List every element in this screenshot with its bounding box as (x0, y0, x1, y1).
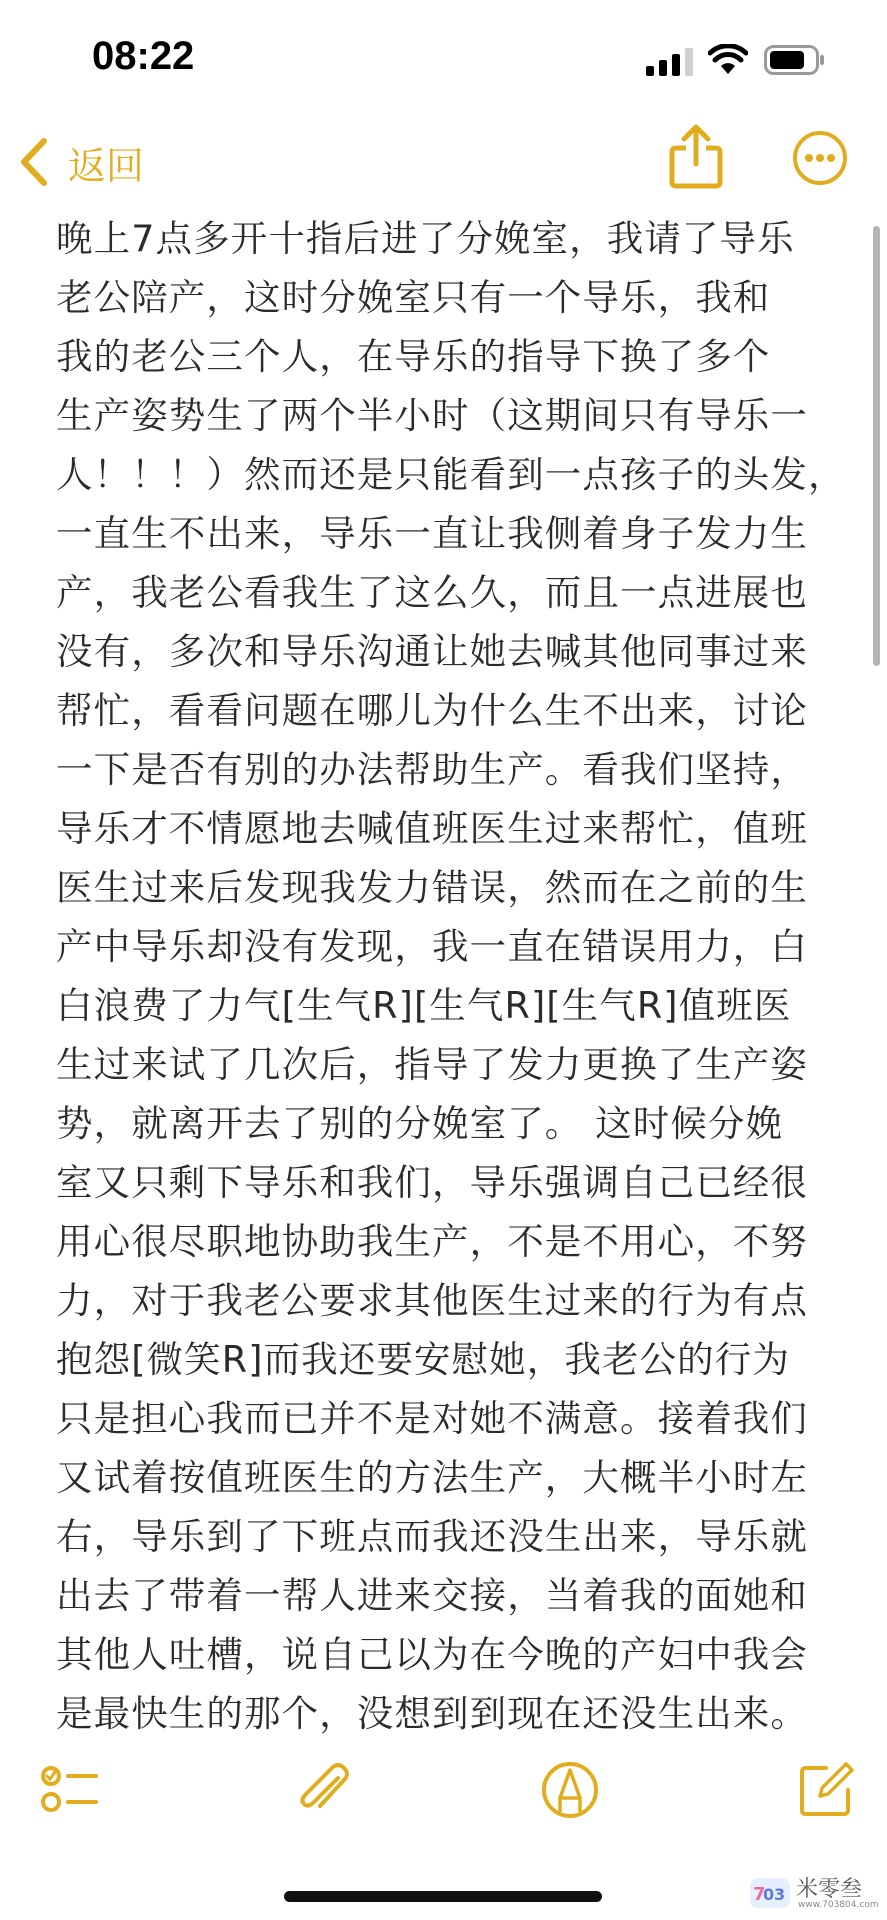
back-label: 返回 (68, 143, 145, 188)
share-icon[interactable] (668, 124, 724, 190)
scrollbar[interactable] (873, 226, 880, 666)
battery-icon (764, 45, 826, 75)
note-line: 势，就离开去了别的分娩室了。 这时候分娩 (56, 1102, 784, 1145)
chevron-left-icon (18, 137, 50, 187)
nav-bar (0, 120, 887, 210)
note-line: 是最快生的那个，没想到到现在还没生出来。 (56, 1692, 808, 1735)
svg-text:0: 0 (763, 1885, 775, 1904)
note-body[interactable] (56, 209, 846, 1743)
paperclip-icon[interactable] (294, 1760, 354, 1820)
note-line: 用心很尽职地协助我生产，不是不用心，不努 (56, 1220, 808, 1263)
watermark-sub: www.703804.com (798, 1900, 879, 1910)
home-indicator[interactable] (284, 1891, 602, 1902)
status-bar (0, 0, 887, 110)
note-line: 产中导乐却没有发现，我一直在错误用力，白 (56, 925, 808, 968)
signal-icon (646, 48, 694, 76)
note-line: 医生过来后发现我发力错误，然而在之前的生 (56, 866, 808, 909)
markup-icon[interactable] (540, 1760, 600, 1820)
note-line: 导乐才不情愿地去喊值班医生过来帮忙，值班 (56, 807, 808, 850)
watermark-text: 米零叁 (796, 1877, 863, 1902)
bottom-toolbar (0, 1752, 887, 1832)
note-line: 右，导乐到了下班点而我还没生出来，导乐就 (56, 1515, 808, 1558)
note-line: 帮忙，看看问题在哪儿为什么生不出来，讨论 (56, 689, 808, 732)
note-line: 出去了带着一帮人进来交接，当着我的面她和 (56, 1574, 808, 1617)
watermark (748, 1872, 887, 1916)
note-line: 生产姿势生了两个半小时（这期间只有导乐一 (56, 394, 808, 437)
watermark-logo (748, 1874, 792, 1912)
note-line: 老公陪产，这时分娩室只有一个导乐，我和 (56, 276, 771, 319)
more-icon[interactable] (792, 130, 848, 186)
note-line: 只是担心我而已并不是对她不满意。接着我们 (56, 1397, 808, 1440)
note-line: 室又只剩下导乐和我们，导乐强调自己已经很 (56, 1161, 808, 1204)
note-line: 白浪费了力气[生气R][生气R][生气R]值班医 (56, 984, 792, 1027)
svg-text:3: 3 (774, 1885, 786, 1904)
note-line: 又试着按值班医生的方法生产，大概半小时左 (56, 1456, 808, 1499)
note-line: 我的老公三个人，在导乐的指导下换了多个 (56, 335, 771, 378)
note-line: 一直生不出来，导乐一直让我侧着身子发力生 (56, 512, 808, 555)
note-line: 没有，多次和导乐沟通让她去喊其他同事过来 (56, 630, 808, 673)
compose-icon[interactable] (796, 1760, 856, 1820)
note-line: 人！！！）然而还是只能看到一点孩子的头发， (56, 453, 846, 496)
note-line: 产，我老公看我生了这么久，而且一点进展也 (56, 571, 808, 614)
status-time: 08:22 (92, 34, 195, 78)
note-line: 力，对于我老公要求其他医生过来的行为有点 (56, 1279, 808, 1322)
note-line: 晚上7点多开十指后进了分娩室，我请了导乐 (56, 217, 795, 260)
note-line: 其他人吐槽，说自己以为在今晚的产妇中我会 (56, 1633, 808, 1676)
note-line: 抱怨[微笑R]而我还要安慰她，我老公的行为 (56, 1338, 790, 1381)
note-line: 一下是否有别的办法帮助生产。看我们坚持， (56, 748, 808, 791)
checklist-icon[interactable] (40, 1760, 100, 1820)
note-line: 生过来试了几次后，指导了发力更换了生产姿 (56, 1043, 808, 1086)
wifi-icon (708, 44, 748, 76)
svg-text:7: 7 (753, 1884, 766, 1905)
back-button[interactable] (18, 132, 144, 192)
